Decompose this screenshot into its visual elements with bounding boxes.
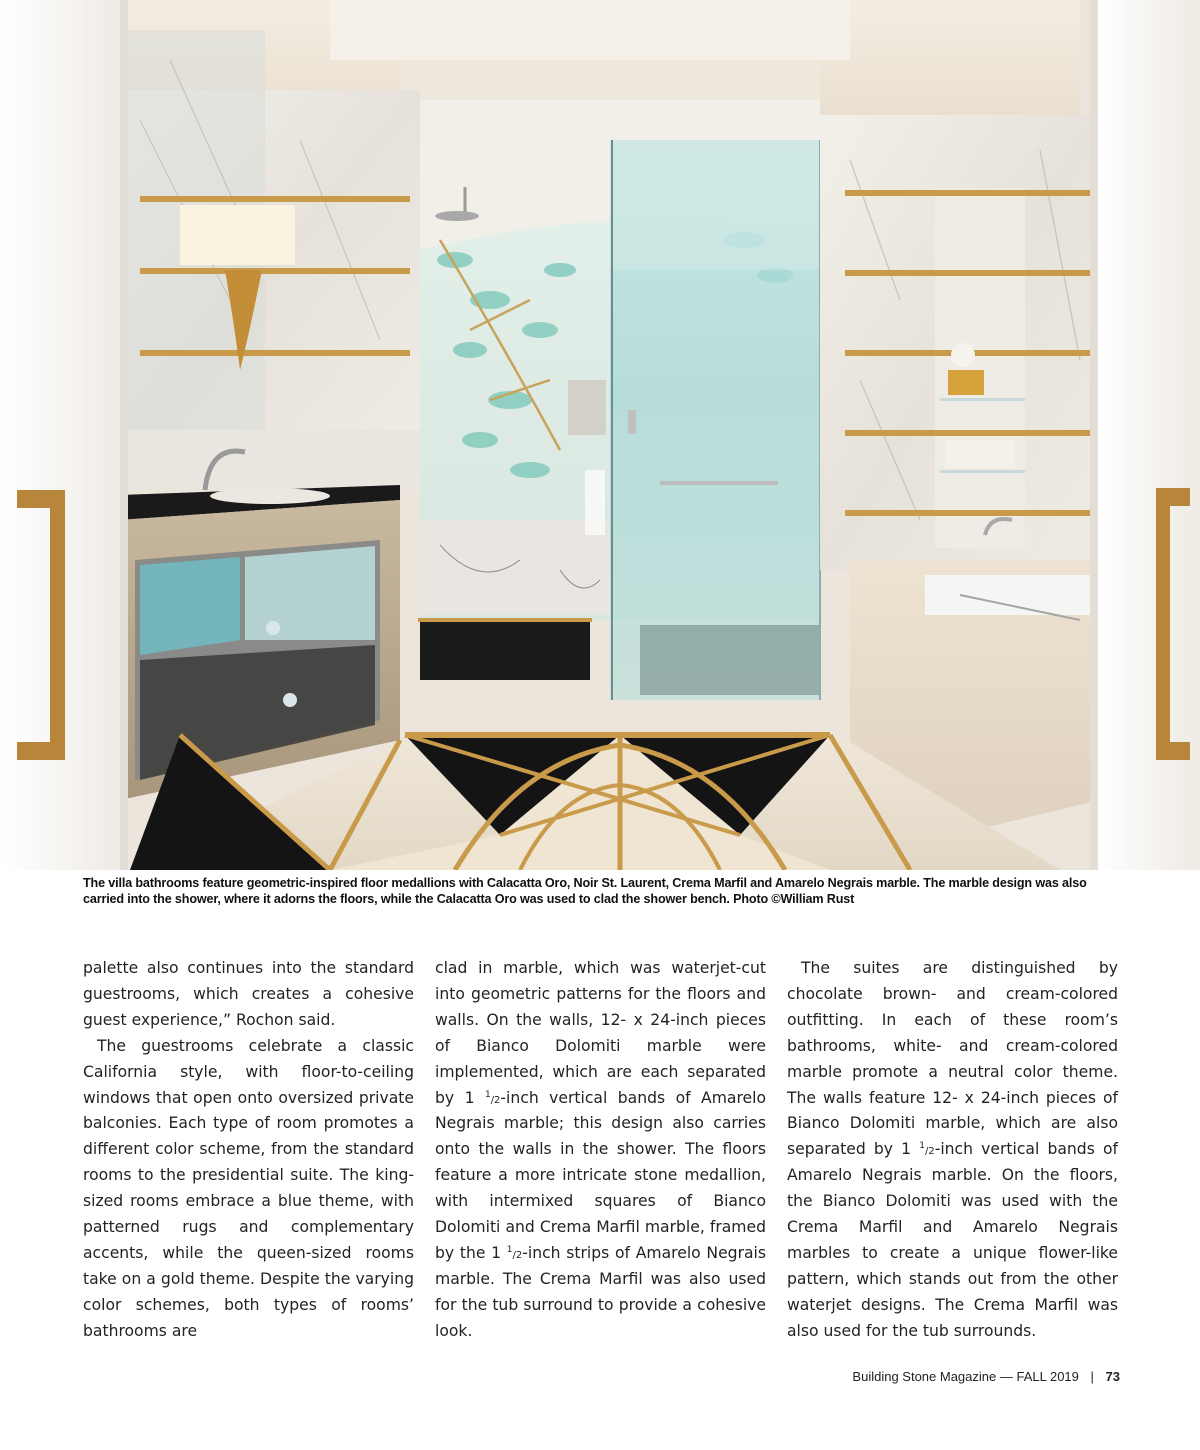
text-run: -inch vertical bands of Amarelo Negrais marble; this design also carries onto the walls in the shower. The floors feature a more intricate stone medallion, with intermixed squares of Bianco Dolomiti and Crema Marfil marble, framed by the 1 (435, 1088, 766, 1262)
paragraph (435, 956, 766, 1345)
issue-label: FALL 2019 (1016, 1369, 1079, 1384)
text-column-1 (83, 956, 414, 1345)
photo-caption: The villa bathrooms feature geometric-inspired floor medallions with Calacatta Oro, Noir St. Laurent, Crema Marfil and Amarelo Negrais marble. The marble design was also carried into the shower, where it adorns the floors, while the Calacatta Oro was used to clad the shower bench. Photo ©William Rust (83, 876, 1087, 906)
page-number: 73 (1105, 1369, 1120, 1384)
footer-separator: | (1090, 1369, 1094, 1384)
page-footer (852, 1369, 1120, 1384)
text-run: -inch strips of Amarelo Negrais marble. The Crema Marfil was also used for the tub surround to provide a cohesive look. (435, 1243, 766, 1340)
paragraph (787, 956, 1118, 1345)
paragraph: The guestrooms celebrate a classic California style, with floor-to-ceiling windows that open onto oversized private balconies. Each type of room promotes a different color scheme, from the standard rooms to the presidential suite. The king-sized rooms embrace a blue theme, with patterned rugs and complementary accents, while the queen-sized rooms take on a gold theme. Despite the varying color schemes, both types of rooms’ bathrooms are (83, 1036, 414, 1340)
text-run: clad in marble, which was waterjet-cut into geometric patterns for the floors and walls. On the walls, 12- x 24-inch pieces of Bianco Dolomiti marble were implemented, which are each separated by 1 (435, 959, 766, 1107)
fraction-denominator: /2 (924, 1146, 935, 1158)
fraction-numerator: 1 (484, 1089, 491, 1100)
magazine-name: Building Stone Magazine — (852, 1369, 1013, 1384)
paragraph: palette also continues into the standard guestrooms, which creates a cohesive guest experience,” Rochon said. (83, 959, 414, 1029)
text-column-2 (435, 956, 766, 1345)
text-column-3 (787, 956, 1118, 1345)
fraction-numerator: 1 (506, 1244, 513, 1255)
text-run: The suites are distinguished by chocolate brown- and cream-colored outfitting. In each of these room’s bathrooms, white- and cream-colored marble promote a neutral color theme. The walls feature 12- x 24-inch pieces of Bianco Dolomiti marble, which are also separated by 1 (787, 959, 1118, 1159)
fraction-numerator: 1 (919, 1141, 925, 1152)
text-run: -inch vertical bands of Amarelo Negrais marble. On the floors, the Bianco Dolomiti was used with the Crema Marfil and Amarelo Negrais marbles to create a unique flower-like pattern, which stands out from the other waterjet designs. The Crema Marfil was also used for the tub surrounds. (787, 1140, 1118, 1340)
fraction-denominator: /2 (512, 1249, 523, 1261)
fraction-denominator: /2 (490, 1094, 501, 1106)
